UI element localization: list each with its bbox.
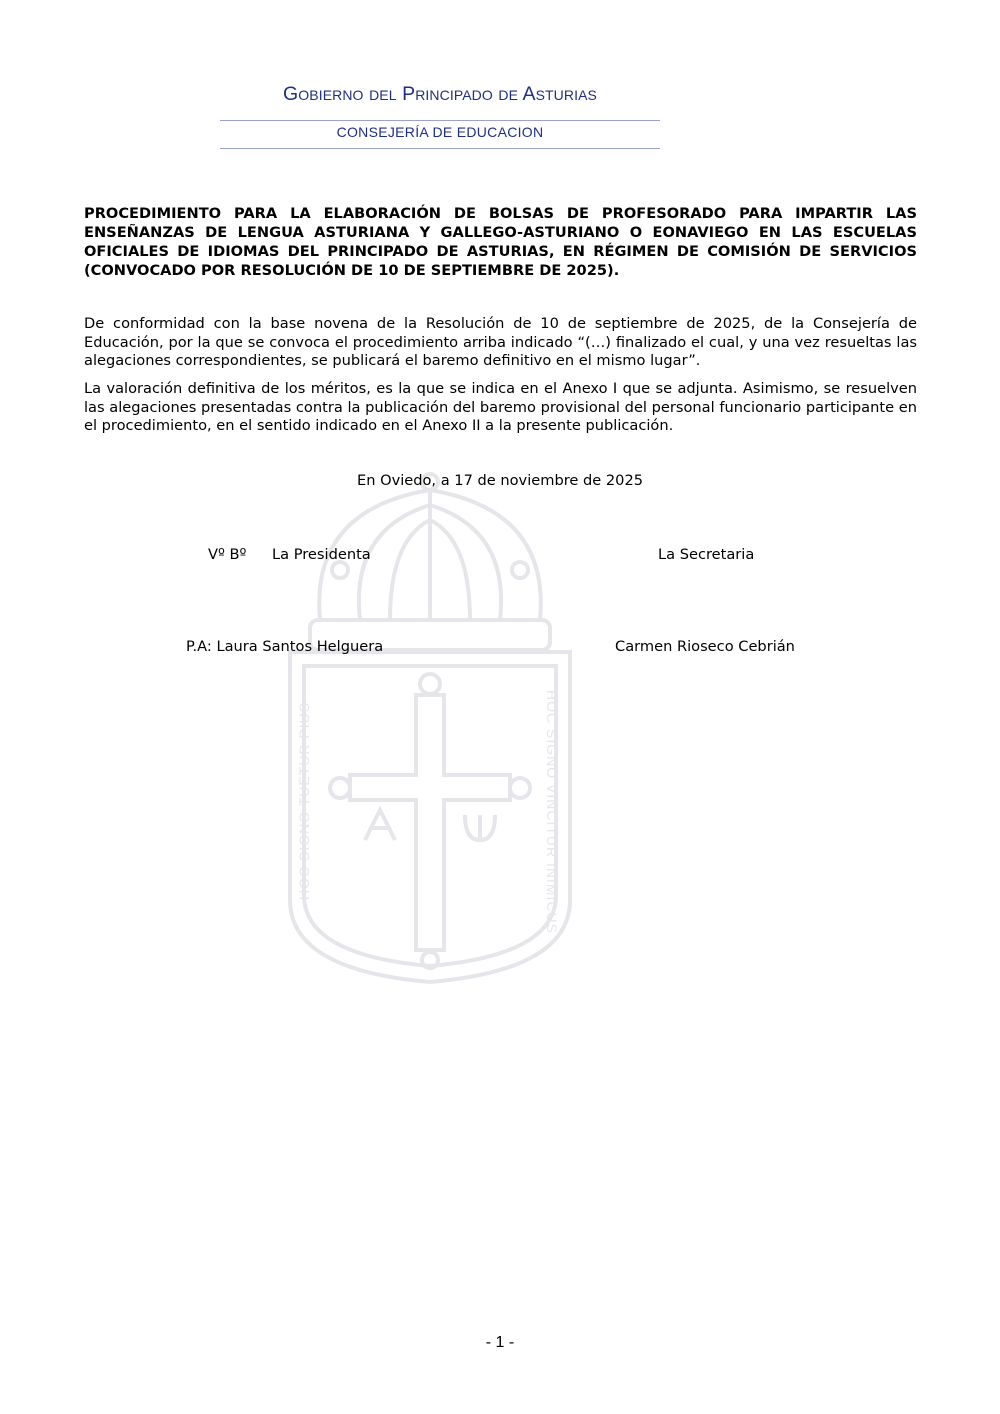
- secretary-role: La Secretaria: [658, 546, 755, 563]
- government-name: Gobierno del Principado de Asturias: [283, 83, 597, 105]
- watermark-motto-left: HOC SIGNO TUETUR PIUS: [296, 701, 312, 900]
- body-paragraph-1: De conformidad con la base novena de la Resolución de 10 de septiembre de 2025, de la Consejería de Educación, por la que se convoca el procedimiento arriba indicado “(…) finalizado el cual, y una vez resueltas las alegaciones correspondientes, se publicará el baremo definitivo en el mismo lugar”.: [84, 315, 917, 370]
- vobo-label: Vº Bº: [208, 546, 247, 563]
- document-title: PROCEDIMIENTO PARA LA ELABORACIÓN DE BOLSAS DE PROFESORADO PARA IMPARTIR LAS ENSEÑANZAS DE LENGUA ASTURIANA Y GALLEGO-ASTURIANO O EONAVIEGO EN LAS ESCUELAS OFICIALES DE IDIOMAS DEL PRINCIPADO DE ASTURIAS, EN RÉGIMEN DE COMISIÓN DE SERVICIOS (CONVOCADO POR RESOLUCIÓN DE 10 DE SEPTIEMBRE DE 2025).: [84, 205, 917, 279]
- header-rule-top: [220, 120, 660, 121]
- page-number: - 1 -: [485, 1334, 515, 1351]
- body-paragraph-2: La valoración definitiva de los méritos, es la que se indica en el Anexo I que se adjunta. Asimismo, se resuelven las alegaciones presentadas contra la publicación del baremo provisional del personal funcionario participante en el procedimiento, en el sentido indicado en el Anexo II a la presente publicación.: [84, 380, 917, 435]
- department-name: CONSEJERÍA DE EDUCACION: [336, 124, 544, 140]
- president-role: La Presidenta: [272, 546, 371, 563]
- watermark-motto-right: HOC SIGNO VINCITUR INIMICUS: [544, 690, 560, 935]
- letterhead: [220, 80, 660, 108]
- place-and-date: En Oviedo, a 17 de noviembre de 2025: [356, 472, 644, 489]
- header-rule-bottom: [220, 148, 660, 149]
- secretary-name: Carmen Rioseco Cebrián: [615, 638, 795, 655]
- president-name: P.A: Laura Santos Helguera: [186, 638, 384, 655]
